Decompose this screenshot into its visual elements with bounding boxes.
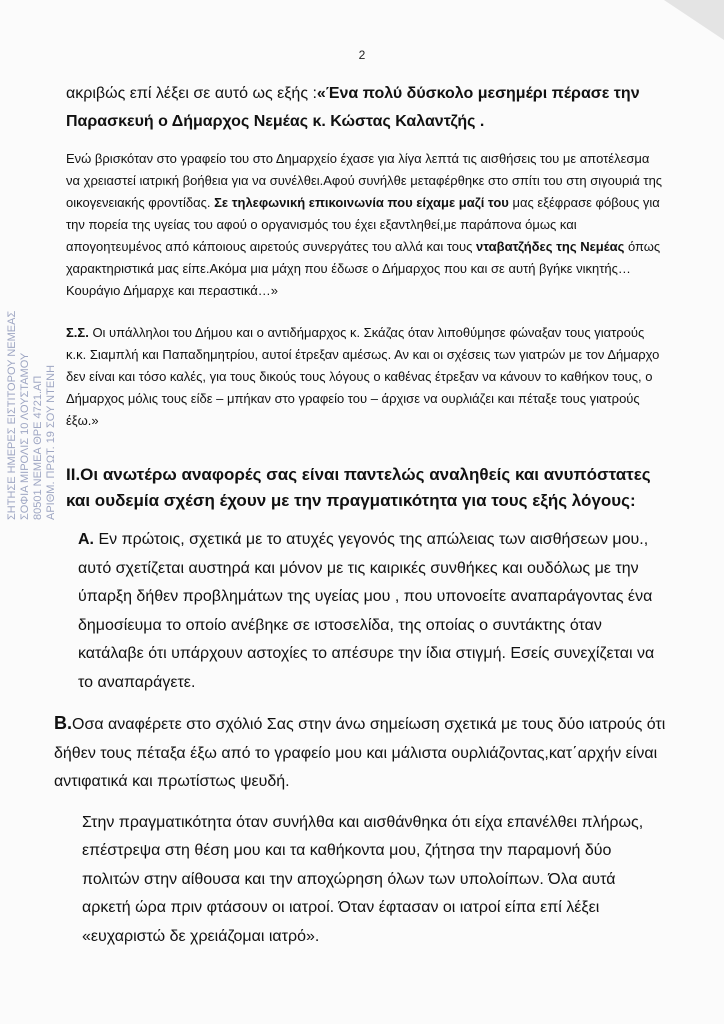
page-corner-fold: [664, 0, 724, 40]
intro-lead: ακριβώς επί λέξει σε αυτό ως εξής :: [66, 85, 317, 102]
quote-bold1: Σε τηλεφωνική επικοινωνία που είχαμε μαζί του: [214, 195, 509, 210]
document-body: [54, 80, 666, 951]
page-number: 2: [358, 48, 366, 62]
point-b-paragraph: [54, 709, 666, 797]
point-a-paragraph: [66, 526, 666, 697]
quote-part2: μας εξέφρασε φόβους για την πορεία της υγείας του αφού ο οργανισμός του έχει εξαντληθεί,με παράπονα όμως και απογοητευμένος από κάποιους αιρετούς συνεργάτες του αλλά και τους: [66, 195, 660, 254]
editor-note-text: Οι υπάλληλοι του Δήμου και ο αντιδήμαρχος κ. Σκάζας όταν λιποθύμησε φώναξαν τους γιατρούς κ.κ. Σιαμπλή και Παπαδημητρίου, αυτοί έτρεξαν αμέσως. Αν και οι σχέσεις των γιατρών με τον Δήμαρχο δεν είναι και τόσο καλές, για τους δικούς τους λόγους ο καθένας έτρεξαν να κάνουν το καθήκον τους, ο Δήμαρχος μόλις τους είδε – μπήκαν στο γραφείο του – άρχισε να ουρλιάζει και πέταξε τους γιατρούς έξω.»: [66, 325, 660, 428]
point-a-text: Εν πρώτοις, σχετικά με το ατυχές γεγονός της απώλειας των αισθήσεων μου., αυτό σχετίζεται αυστηρά και μόνον με τις καιρικές συνθήκες και ουδόλως με την ύπαρξη δήθεν προβλημάτων της υγείας μου , που υπονοείτε αναπαράγοντας ένα δημοσίευμα το οποίο ανέβηκε σε ιστοσελίδα, της οποίας ο συντάκτης όταν κατάλαβε ότι υπάρχουν αστοχίες το απέσυρε την ίδια στιγμή. Εσείς συνεχίζεται να το αναπαράγετε.: [78, 531, 655, 691]
point-b-continuation: Στην πραγματικότητα όταν συνήλθα και αισθάνθηκα ότι είχα επανέλθει πλήρως, επέστρεψα στη θέση μου και τα καθήκοντα μου, ζήτησα την παραμονή δύο πολιτών στην αίθουσα και την αποχώρηση όλων των υπολοίπων. Όλα αυτά αρκετή ώρα πριν φτάσουν οι ιατροί. Όταν έφτασαν οι ιατροί είπα επί λέξει «ευχαριστώ δε χρειάζομαι ιατρό».: [82, 813, 644, 945]
stamp-line: 80501 ΝΕΜΕΑ ΘΡΕ 4721.ΑΠ: [32, 375, 44, 520]
quote-paragraph: [66, 148, 666, 302]
quote-bold2: νταβατζήδες της Νεμέας: [476, 239, 625, 254]
rubber-stamp: [6, 311, 58, 520]
editor-note-label: Σ.Σ.: [66, 325, 89, 340]
quote-part1: Ενώ βρισκόταν στο γραφείο του στο Δημαρχείο έχασε για λίγα λεπτά τις αισθήσεις του με αποτέλεσμα να χρειαστεί ιατρική βοήθεια για να συνέλθει.Αφού συνήλθε μεταφέρθηκε στο σπίτι του στη σιγουριά της οικογενειακής φροντίδας.: [66, 151, 663, 210]
stamp-line: ΣΗΤΗΣΕ ΗΜΕΡΕΣ ΕΙΣΤΙΤΟΡΟΥ ΝΕΜΕΑΣ: [6, 310, 18, 520]
intro-paragraph: [66, 80, 666, 136]
section-heading: II.Οι ανωτέρω αναφορές σας είναι παντελώς αναληθείς και ανυπόστατες και ουδεμία σχέση έχουν με την πραγματικότητα για τους εξής λόγους:: [66, 465, 651, 510]
point-b-text: Οσα αναφέρετε στο σχόλιό Σας στην άνω σημείωση σχετικά με τους δύο ιατρούς ότι δήθεν τους πέταξα έξω από το γραφείο μου και μάλιστα ουρλιάζοντας,κατ΄αρχήν είναι αντιφατικά και πρωτίστως ψευδή.: [54, 716, 666, 790]
editor-note: [66, 322, 666, 432]
point-b-label: Β.: [54, 713, 72, 733]
point-a-label: Α.: [78, 531, 94, 548]
stamp-line: ΑΡΙΘΜ. ΠΡΩΤ. 19 ΣΟΥ ΝΤΕΝΗ: [45, 364, 57, 520]
stamp-line: ΣΟΦΙΑ ΜΙΡΟΛΙΣ 10 ΛΟΥΣΤΑΜΟΥ: [19, 352, 31, 520]
intro-bold: «Ένα πολύ δύσκολο μεσημέρι πέρασε την Παρασκευή ο Δήμαρχος Νεμέας κ. Κώστας Καλαντζής .: [66, 85, 640, 130]
quote-part3: όπως χαρακτηριστικά μας είπε.Ακόμα μια μάχη που έδωσε ο Δήμαρχος που και σε αυτή βγήκε νικητής…Κουράγιο Δήμαρχε και περαστικά…»: [66, 239, 661, 298]
